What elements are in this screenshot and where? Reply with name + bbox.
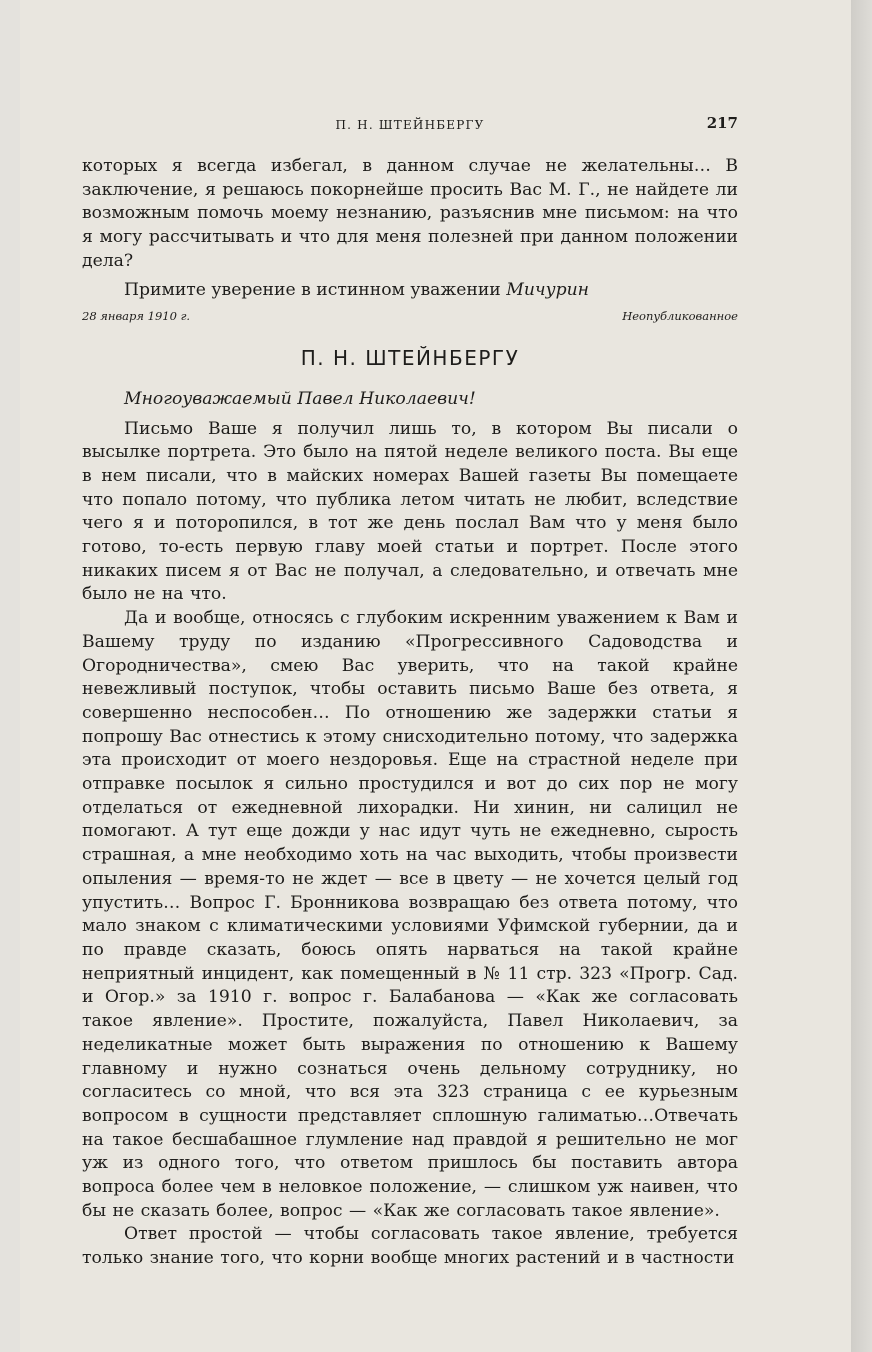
page-number: 217 <box>706 114 738 132</box>
letter1-closing <box>124 278 738 302</box>
letter1-paragraph-end: которых я всегда избегал, в данном случае не желательны… В заключение, я решаюсь покорнейше просить Вас М. Г., не найдете ли возможным помочь моему незнанию, разъяснив мне письмом: на что я могу рассчитывать и что для меня полезней при данном положении дела? <box>82 156 738 271</box>
letter2-title: П. Н. ШТЕЙНБЕРГУ <box>300 345 520 370</box>
letter1-meta <box>82 304 738 328</box>
signature: Мичурин <box>506 279 589 300</box>
letter2-paragraph: Да и вообще, относясь с глубоким искренним уважением к Вам и Вашему труду по изданию «Прогрессивного Садоводства и Огородничества», смею Вас уверить, что на такой крайне невежливый поступок, чтобы оставить письмо Ваше без ответа, я совершенно неспособен… По отношению же задержки статьи я попрошу Вас отнестись к этому снисходительно потому, что задержка эта происходит от моего нездоровья. Еще на страстной неделе при отправке посылок я сильно простудился и вот до сих пор не могу отделаться от ежедневной лихорадки. Ни хинин, ни салицил не помогают. А тут еще дожди у нас идут чуть не ежедневно, сырость страшная, а мне необходимо хоть на час выходить, чтобы произвести опыления — время-то не ждет — все в цвету — не хочется целый год упустить… Вопрос Г. Бронникова возвращаю без ответа потому, что мало знаком с климатическими условиями Уфимской губернии, да и по правде сказать, боюсь опять нарваться на такой крайне неприятный инцидент, как помещенный в № 11 стр. 323 «Прогр. Сад. и Огор.» за 1910 г. вопрос г. Балабанова — «Как же согласовать такое явление». Простите, пожалуйста, Павел Николаевич, за неделикатные может быть выражения по отношению к Вашему главному и нужно сознаться очень дельному сотруднику, но согласитесь со мной, что вся эта 323 страница с ее курьезным вопросом в сущности представляет сплошную галиматью…Отвечать на такое бесшабашное глумление над правдой я решительно не мог уж из одного того, что ответом пришлось бы поставить автора вопроса более чем в неловкое положение, — слишком уж наивен, что бы не сказать более, вопрос — «Как же согласовать такое явление». <box>82 608 738 1221</box>
letter2-salutation: Многоуважаемый Павел Николаевич! <box>124 388 476 409</box>
letter2-paragraph: Письмо Ваше я получил лишь то, в котором Вы писали о высылке портрета. Это было на пятой неделе великого поста. Вы еще в нем писали, что в майских номерах Вашей газеты Вы помещаете что попало потому, что публика летом читать не любит, вследствие чего я и поторопился, в тот же день послал Вам что у меня было готово, то-есть первую главу моей статьи и портрет. После этого никаких писем я от Вас не получал, а следовательно, и отвечать мне было не на что. <box>82 418 738 605</box>
page-edge-shadow <box>851 0 872 1352</box>
page-header <box>80 112 740 136</box>
running-head: П. Н. ШТЕЙНБЕРГУ <box>335 118 485 132</box>
letter2-paragraph: Ответ простой — чтобы согласовать такое явление, требуется только знание того, что корни вообще многих растений и в частности <box>82 1224 738 1269</box>
letter-date: 28 января 1910 г. <box>82 308 191 323</box>
publication-status: Неопубликованное <box>622 308 738 323</box>
page-body <box>82 155 738 1271</box>
closing-text: Примите уверение в истинном уважении <box>124 279 507 300</box>
